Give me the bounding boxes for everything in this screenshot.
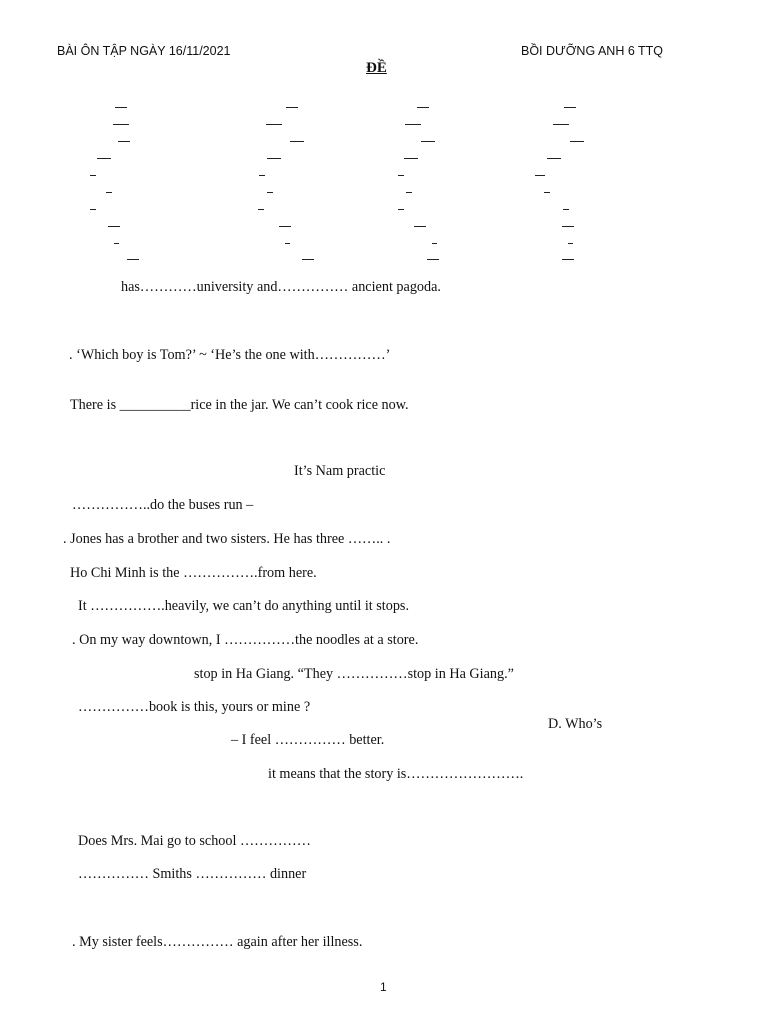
answer-dash — [544, 192, 550, 193]
answer-dash — [553, 124, 569, 125]
answer-dash — [406, 192, 412, 193]
answer-dash — [118, 141, 130, 142]
answer-dash — [404, 158, 418, 159]
answer-dash — [267, 192, 273, 193]
answer-dash — [113, 124, 129, 125]
answer-dash — [114, 243, 119, 244]
answer-dash — [286, 107, 298, 108]
answer-dash — [106, 192, 112, 193]
question-line: It …………….heavily, we can’t do anything until it stops. — [78, 598, 410, 614]
answer-dash — [568, 243, 573, 244]
page-title: ĐỀ — [366, 60, 387, 76]
answer-dash — [417, 107, 429, 108]
answer-dash — [97, 158, 111, 159]
question-line: ……………..do the buses run – — [72, 497, 254, 513]
answer-dash — [267, 158, 281, 159]
answer-dash — [563, 209, 569, 210]
answer-dash — [108, 226, 120, 227]
answer-dash — [421, 141, 435, 142]
question-line: has…………university and…………… ancient pagoda. — [121, 279, 441, 295]
answer-dash — [427, 259, 439, 260]
answer-dash — [259, 175, 265, 176]
answer-dash — [285, 243, 290, 244]
question-line: …………… Smiths …………… dinner — [78, 866, 307, 882]
question-line: . Jones has a brother and two sisters. He has three …….. . — [63, 531, 391, 547]
question-line: it means that the story is……………………. — [268, 766, 524, 782]
answer-dash — [258, 209, 264, 210]
answer-option: D. Who’s — [548, 716, 603, 732]
header-right: BỒI DƯỠNG ANH 6 TTQ — [521, 44, 664, 58]
answer-dash — [302, 259, 314, 260]
question-line: . ‘Which boy is Tom?’ ~ ‘He’s the one with……………’ — [69, 347, 391, 363]
answer-dash — [535, 175, 545, 176]
answer-dash — [570, 141, 584, 142]
answer-dash — [414, 226, 426, 227]
answer-dash — [90, 175, 96, 176]
answer-dash — [562, 226, 574, 227]
answer-dash — [115, 107, 127, 108]
answer-dash — [90, 209, 96, 210]
question-line: . On my way downtown, I ……………the noodles at a store. — [72, 632, 419, 648]
answer-dash — [562, 259, 574, 260]
answer-dash — [290, 141, 304, 142]
answer-dash — [564, 107, 576, 108]
answer-dash — [547, 158, 561, 159]
question-line: There is __________rice in the jar. We can’t cook rice now. — [70, 397, 409, 413]
answer-dash — [266, 124, 282, 125]
question-line: . My sister feels…………… again after her illness. — [72, 934, 363, 950]
header-left: BÀI ÔN TẬP NGÀY 16/11/2021 — [57, 44, 231, 58]
question-line: stop in Ha Giang. “They ……………stop in Ha Giang.” — [194, 666, 514, 682]
question-line: ……………book is this, yours or mine ? — [78, 699, 311, 715]
answer-dash — [432, 243, 437, 244]
question-line: It’s Nam practic — [294, 463, 386, 479]
answer-dash — [127, 259, 139, 260]
answer-dash — [398, 175, 404, 176]
answer-dash — [279, 226, 291, 227]
answer-dash — [398, 209, 404, 210]
question-line: Ho Chi Minh is the …………….from here. — [70, 565, 317, 581]
question-line: Does Mrs. Mai go to school …………… — [78, 833, 311, 849]
page-number: 1 — [380, 980, 387, 994]
answer-dash — [405, 124, 421, 125]
question-line: – I feel …………… better. — [231, 732, 385, 748]
